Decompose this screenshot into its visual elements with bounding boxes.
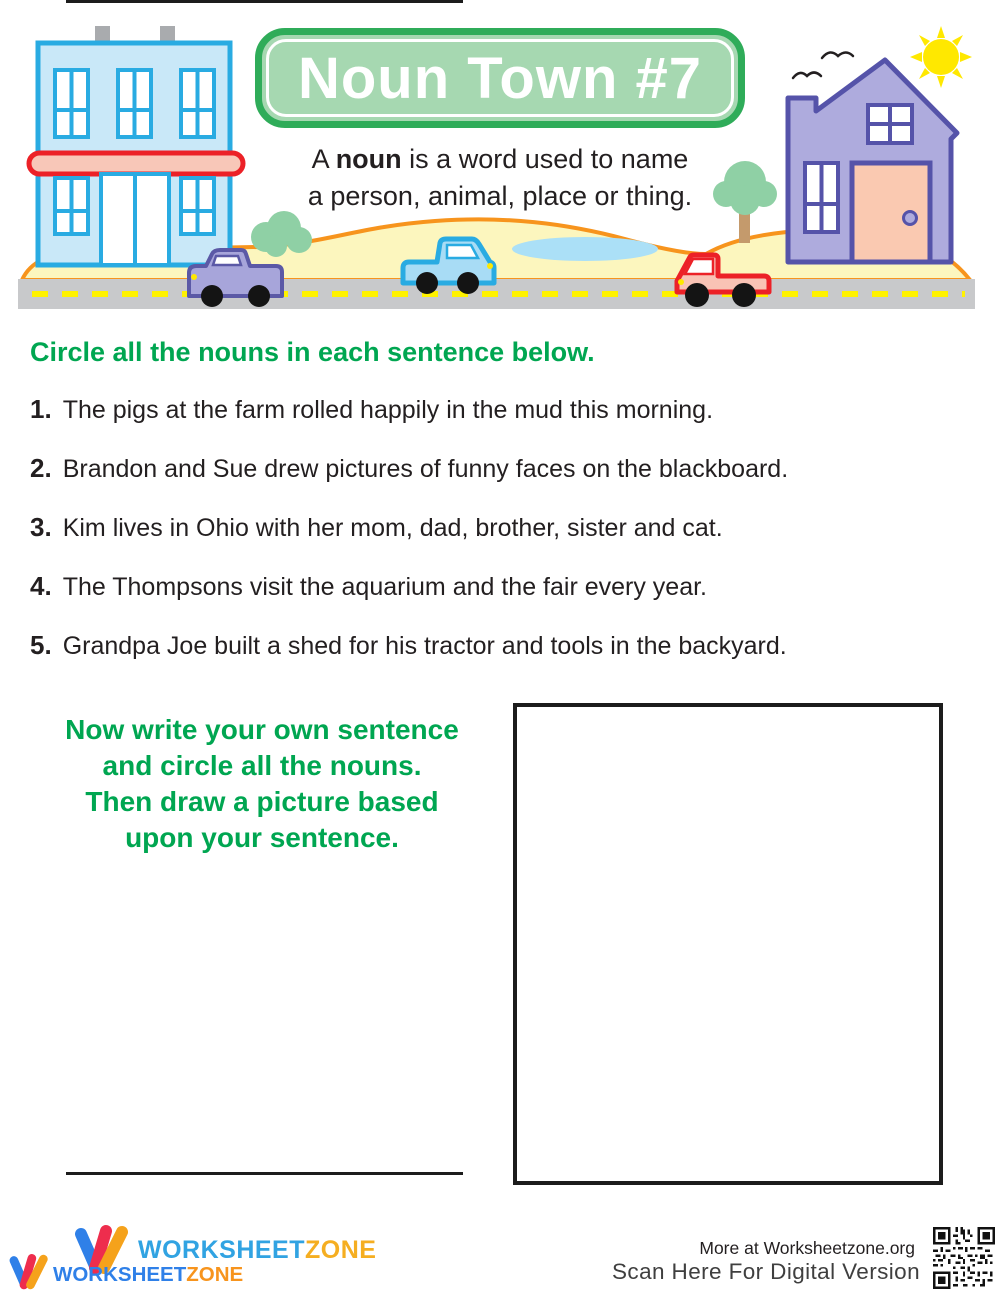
- write-prompt-line: Then draw a picture based: [85, 786, 439, 817]
- definition-line-2: a person, animal, place or thing.: [307, 181, 693, 211]
- house: [788, 60, 957, 262]
- writing-line[interactable]: [66, 1172, 463, 1175]
- sentence-number: 1.: [30, 394, 52, 424]
- door-knob: [904, 212, 917, 225]
- more-at-text: More at Worksheetzone.org: [699, 1238, 915, 1258]
- house-door: [852, 163, 930, 262]
- writing-line[interactable]: [66, 0, 463, 3]
- gable-window: [868, 105, 912, 143]
- definition-line-1: A noun is a word used to name: [311, 144, 689, 174]
- header-illustration: [0, 0, 1000, 312]
- sentence-item-4: [30, 571, 707, 602]
- bush: [251, 211, 312, 257]
- sentence-number: 3.: [30, 512, 52, 542]
- sun: [910, 26, 972, 88]
- house-window: [805, 163, 838, 232]
- sentence-item-5: [30, 630, 787, 661]
- sentence-item-2: [30, 453, 788, 484]
- bold-noun-word: noun: [335, 144, 402, 174]
- instructions-heading: Circle all the nouns in each sentence below.: [30, 337, 595, 367]
- worksheetzone-logo-icon: [6, 1253, 52, 1291]
- write-prompt-line: and circle all the nouns.: [102, 750, 422, 781]
- page-title: Noun Town #7: [297, 45, 702, 111]
- sentence-number: 2.: [30, 453, 52, 483]
- noun-definition: [250, 141, 750, 215]
- upper-windows: [55, 70, 214, 137]
- write-prompt: [36, 712, 488, 856]
- sentence-number: 4.: [30, 571, 52, 601]
- scan-here-text: Scan Here For Digital Version: [612, 1259, 920, 1284]
- worksheetzone-logo-text: WORKSHEETZONE: [53, 1263, 244, 1286]
- sentence-item-1: [30, 394, 713, 425]
- sentence-text[interactable]: The pigs at the farm rolled happily in the mud this morning.: [62, 396, 714, 424]
- awning: [29, 153, 243, 174]
- sentence-item-3: [30, 512, 723, 543]
- title-box: [255, 28, 745, 128]
- worksheetzone-logo-text: WORKSHEETZONE: [138, 1236, 377, 1264]
- sentence-text[interactable]: Brandon and Sue drew pictures of funny faces on the blackboard.: [62, 455, 789, 483]
- sentence-text[interactable]: Grandpa Joe built a shed for his tractor and tools in the backyard.: [62, 632, 787, 660]
- sentence-text[interactable]: Kim lives in Ohio with her mom, dad, brother, sister and cat.: [62, 514, 723, 542]
- pond: [512, 237, 658, 261]
- store-door: [101, 174, 169, 265]
- birds: [793, 52, 853, 78]
- sentence-list: [30, 394, 990, 694]
- store-building: [29, 26, 243, 265]
- write-prompt-line: upon your sentence.: [125, 822, 399, 853]
- write-prompt-line: Now write your own sentence: [65, 714, 459, 745]
- qr-code-icon: [933, 1226, 995, 1290]
- drawing-box[interactable]: [513, 703, 943, 1185]
- sentence-number: 5.: [30, 630, 52, 660]
- sentence-text[interactable]: The Thompsons visit the aquarium and the fair every year.: [62, 573, 707, 601]
